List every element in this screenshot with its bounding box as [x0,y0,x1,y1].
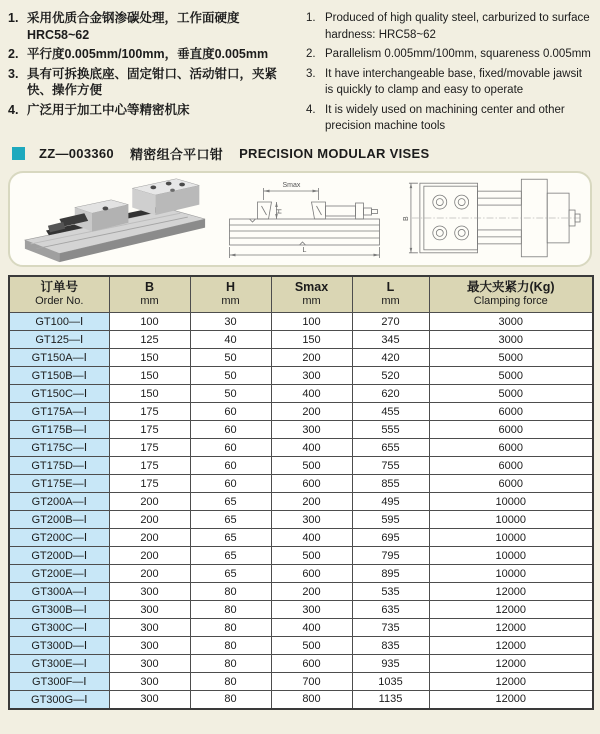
spec-value-cell: 10000 [429,511,593,529]
item-number: 4. [8,102,19,117]
feature-item [306,66,592,99]
title-english: PRECISION MODULAR VISES [239,146,430,161]
spec-value-cell: 300 [109,691,190,709]
spec-value-cell: 175 [109,421,190,439]
order-no-cell: GT175B—Ⅰ [9,421,109,439]
spec-value-cell: 735 [352,619,429,637]
spec-value-cell: 12000 [429,583,593,601]
spec-table [8,275,594,710]
feature-item [8,102,290,119]
item-text: It is widely used on machining center and other precision machine tools [325,103,565,132]
spec-value-cell: 300 [109,601,190,619]
spec-value-cell: 300 [271,421,352,439]
order-no-cell: GT150B—Ⅰ [9,367,109,385]
spec-value-cell: 60 [190,475,271,493]
order-no-cell: GT300E—Ⅰ [9,655,109,673]
table-row [9,421,593,439]
spec-value-cell: 300 [109,673,190,691]
spec-value-cell: 50 [190,385,271,403]
spec-value-cell: 455 [352,403,429,421]
title-bullet-icon [12,147,25,160]
dim-label-h: H [276,208,284,214]
header-label-cn: 最大夹紧力(Kg) [467,280,555,294]
spec-value-cell: 80 [190,583,271,601]
spec-value-cell: 5000 [429,385,593,403]
spec-table-header [9,276,593,313]
spec-value-cell: 100 [109,313,190,331]
table-row [9,331,593,349]
table-row [9,385,593,403]
order-no-cell: GT300B—Ⅰ [9,601,109,619]
item-text: 平行度0.005mm/100mm，垂直度0.005mm [27,47,269,61]
spec-value-cell: 65 [190,547,271,565]
table-row [9,493,593,511]
item-text: 具有可拆换底座、固定钳口、活动钳口，夹紧快、操作方便 [27,66,278,97]
spec-value-cell: 80 [190,655,271,673]
header-clamping-force [429,276,593,313]
spec-value-cell: 6000 [429,403,593,421]
header-unit: mm [302,295,321,307]
spec-value-cell: 555 [352,421,429,439]
header-h [190,276,271,313]
spec-value-cell: 12000 [429,637,593,655]
spec-value-cell: 6000 [429,439,593,457]
side-view-drawing [218,173,396,265]
spec-value-cell: 795 [352,547,429,565]
spec-value-cell: 10000 [429,529,593,547]
spec-value-cell: 200 [109,493,190,511]
product-photo [16,173,214,265]
table-row [9,583,593,601]
spec-value-cell: 6000 [429,475,593,493]
spec-value-cell: 6000 [429,421,593,439]
item-text: It have interchangeable base, fixed/movable jawsit is quickly to clamp and easy to operate [325,67,582,96]
spec-value-cell: 655 [352,439,429,457]
header-l [352,276,429,313]
spec-value-cell: 175 [109,439,190,457]
table-row [9,475,593,493]
product-code: ZZ—003360 [39,146,114,161]
header-unit: mm [381,295,400,307]
spec-value-cell: 175 [109,475,190,493]
spec-value-cell: 175 [109,403,190,421]
spec-value-cell: 835 [352,637,429,655]
item-text: 广泛用于加工中心等精密机床 [27,102,190,117]
table-row [9,637,593,655]
spec-value-cell: 700 [271,673,352,691]
spec-value-cell: 600 [271,655,352,673]
spec-value-cell: 80 [190,601,271,619]
spec-value-cell: 80 [190,619,271,637]
spec-value-cell: 150 [271,331,352,349]
table-row [9,349,593,367]
order-no-cell: GT300C—Ⅰ [9,619,109,637]
item-number: 3. [306,67,316,80]
header-row [9,276,593,313]
spec-value-cell: 80 [190,637,271,655]
table-row [9,601,593,619]
order-no-cell: GT150C—Ⅰ [9,385,109,403]
spec-value-cell: 300 [109,637,190,655]
dim-label-smax: Smax [282,182,301,189]
spec-value-cell: 1035 [352,673,429,691]
item-number: 4. [306,103,316,116]
order-no-cell: GT300D—Ⅰ [9,637,109,655]
spec-value-cell: 50 [190,367,271,385]
spec-value-cell: 12000 [429,619,593,637]
spec-value-cell: 935 [352,655,429,673]
order-no-cell: GT300G—Ⅰ [9,691,109,709]
header-label: L [386,280,395,294]
spec-value-cell: 3000 [429,313,593,331]
spec-value-cell: 65 [190,511,271,529]
feature-lists [8,10,592,136]
table-row [9,457,593,475]
spec-value-cell: 3000 [429,331,593,349]
spec-value-cell: 300 [109,583,190,601]
spec-value-cell: 495 [352,493,429,511]
spec-value-cell: 6000 [429,457,593,475]
spec-value-cell: 200 [109,547,190,565]
order-no-cell: GT300F—Ⅰ [9,673,109,691]
spec-value-cell: 5000 [429,367,593,385]
feature-item [306,102,592,135]
table-row [9,547,593,565]
item-number: 2. [306,48,316,60]
table-row [9,367,593,385]
header-label: Smax [294,280,329,294]
feature-item [306,10,592,43]
spec-value-cell: 635 [352,601,429,619]
spec-value-cell: 100 [271,313,352,331]
spec-value-cell: 150 [109,385,190,403]
feature-item [306,46,592,63]
spec-value-cell: 200 [271,349,352,367]
header-b [109,276,190,313]
order-no-cell: GT175D—Ⅰ [9,457,109,475]
spec-value-cell: 620 [352,385,429,403]
spec-value-cell: 500 [271,547,352,565]
header-label: H [225,280,236,294]
table-row [9,403,593,421]
order-no-cell: GT200B—Ⅰ [9,511,109,529]
header-label-en: Order No. [35,295,84,307]
table-row [9,313,593,331]
item-text: Produced of high quality steel, carburized to surface hardness: HRC58~62 [325,12,590,41]
spec-value-cell: 10000 [429,493,593,511]
feature-item [8,46,290,63]
spec-value-cell: 60 [190,403,271,421]
table-row [9,619,593,637]
table-row [9,511,593,529]
spec-value-cell: 60 [190,457,271,475]
spec-table-body [9,313,593,709]
spec-value-cell: 60 [190,421,271,439]
section-title [12,144,592,163]
spec-value-cell: 125 [109,331,190,349]
spec-value-cell: 12000 [429,691,593,709]
spec-value-cell: 150 [109,367,190,385]
spec-value-cell: 520 [352,367,429,385]
item-number: 3. [8,66,19,81]
spec-value-cell: 12000 [429,655,593,673]
table-row [9,529,593,547]
spec-value-cell: 600 [271,475,352,493]
spec-value-cell: 40 [190,331,271,349]
dim-label-b: B [402,216,410,221]
spec-value-cell: 500 [271,457,352,475]
order-no-cell: GT200C—Ⅰ [9,529,109,547]
spec-value-cell: 595 [352,511,429,529]
item-number: 2. [8,47,19,61]
product-figures-panel [8,171,592,267]
spec-value-cell: 800 [271,691,352,709]
order-no-cell: GT200A—Ⅰ [9,493,109,511]
spec-value-cell: 400 [271,385,352,403]
header-label-cn: 订单号 [40,280,78,294]
header-order-no [9,276,109,313]
spec-value-cell: 200 [109,565,190,583]
spec-value-cell: 755 [352,457,429,475]
spec-value-cell: 50 [190,349,271,367]
spec-value-cell: 300 [109,619,190,637]
spec-value-cell: 500 [271,637,352,655]
spec-value-cell: 200 [271,403,352,421]
header-unit: mm [221,295,240,307]
order-no-cell: GT175E—Ⅰ [9,475,109,493]
spec-value-cell: 270 [352,313,429,331]
spec-value-cell: 10000 [429,565,593,583]
spec-value-cell: 400 [271,439,352,457]
spec-value-cell: 60 [190,439,271,457]
header-label-en: Clamping force [473,295,548,307]
spec-value-cell: 300 [271,367,352,385]
order-no-cell: GT200E—Ⅰ [9,565,109,583]
spec-value-cell: 345 [352,331,429,349]
spec-value-cell: 400 [271,619,352,637]
spec-value-cell: 65 [190,565,271,583]
spec-value-cell: 200 [271,493,352,511]
table-row [9,655,593,673]
spec-value-cell: 10000 [429,547,593,565]
top-view-drawing [400,173,584,265]
spec-value-cell: 695 [352,529,429,547]
spec-value-cell: 200 [109,511,190,529]
feature-item [8,10,290,43]
spec-value-cell: 895 [352,565,429,583]
spec-value-cell: 200 [271,583,352,601]
table-row [9,691,593,709]
spec-value-cell: 65 [190,493,271,511]
header-smax [271,276,352,313]
spec-value-cell: 300 [271,511,352,529]
spec-value-cell: 30 [190,313,271,331]
feature-list-en [306,10,592,136]
feature-list-cn [8,10,290,136]
spec-value-cell: 855 [352,475,429,493]
order-no-cell: GT125—Ⅰ [9,331,109,349]
spec-value-cell: 300 [109,655,190,673]
order-no-cell: GT200D—Ⅰ [9,547,109,565]
spec-value-cell: 80 [190,691,271,709]
spec-value-cell: 200 [109,529,190,547]
feature-item [8,66,290,99]
table-row [9,565,593,583]
order-no-cell: GT300A—Ⅰ [9,583,109,601]
header-unit: mm [140,295,159,307]
spec-value-cell: 420 [352,349,429,367]
spec-value-cell: 12000 [429,601,593,619]
spec-value-cell: 5000 [429,349,593,367]
spec-value-cell: 150 [109,349,190,367]
spec-value-cell: 80 [190,673,271,691]
table-row [9,673,593,691]
item-text: 采用优质合金钢渗碳处理，工作面硬度HRC58~62 [27,11,240,42]
spec-value-cell: 535 [352,583,429,601]
spec-value-cell: 12000 [429,673,593,691]
title-chinese: 精密组合平口钳 [129,147,224,162]
dim-label-l: L [302,247,307,254]
spec-value-cell: 400 [271,529,352,547]
order-no-cell: GT150A—Ⅰ [9,349,109,367]
order-no-cell: GT175C—Ⅰ [9,439,109,457]
item-number: 1. [8,11,19,25]
order-no-cell: GT100—Ⅰ [9,313,109,331]
spec-value-cell: 300 [271,601,352,619]
table-row [9,439,593,457]
item-number: 1. [306,12,316,24]
item-text: Parallelism 0.005mm/100mm, squareness 0.005mm [325,48,591,60]
header-label: B [144,280,155,294]
spec-value-cell: 600 [271,565,352,583]
order-no-cell: GT175A—Ⅰ [9,403,109,421]
spec-value-cell: 175 [109,457,190,475]
spec-value-cell: 65 [190,529,271,547]
spec-value-cell: 1135 [352,691,429,709]
